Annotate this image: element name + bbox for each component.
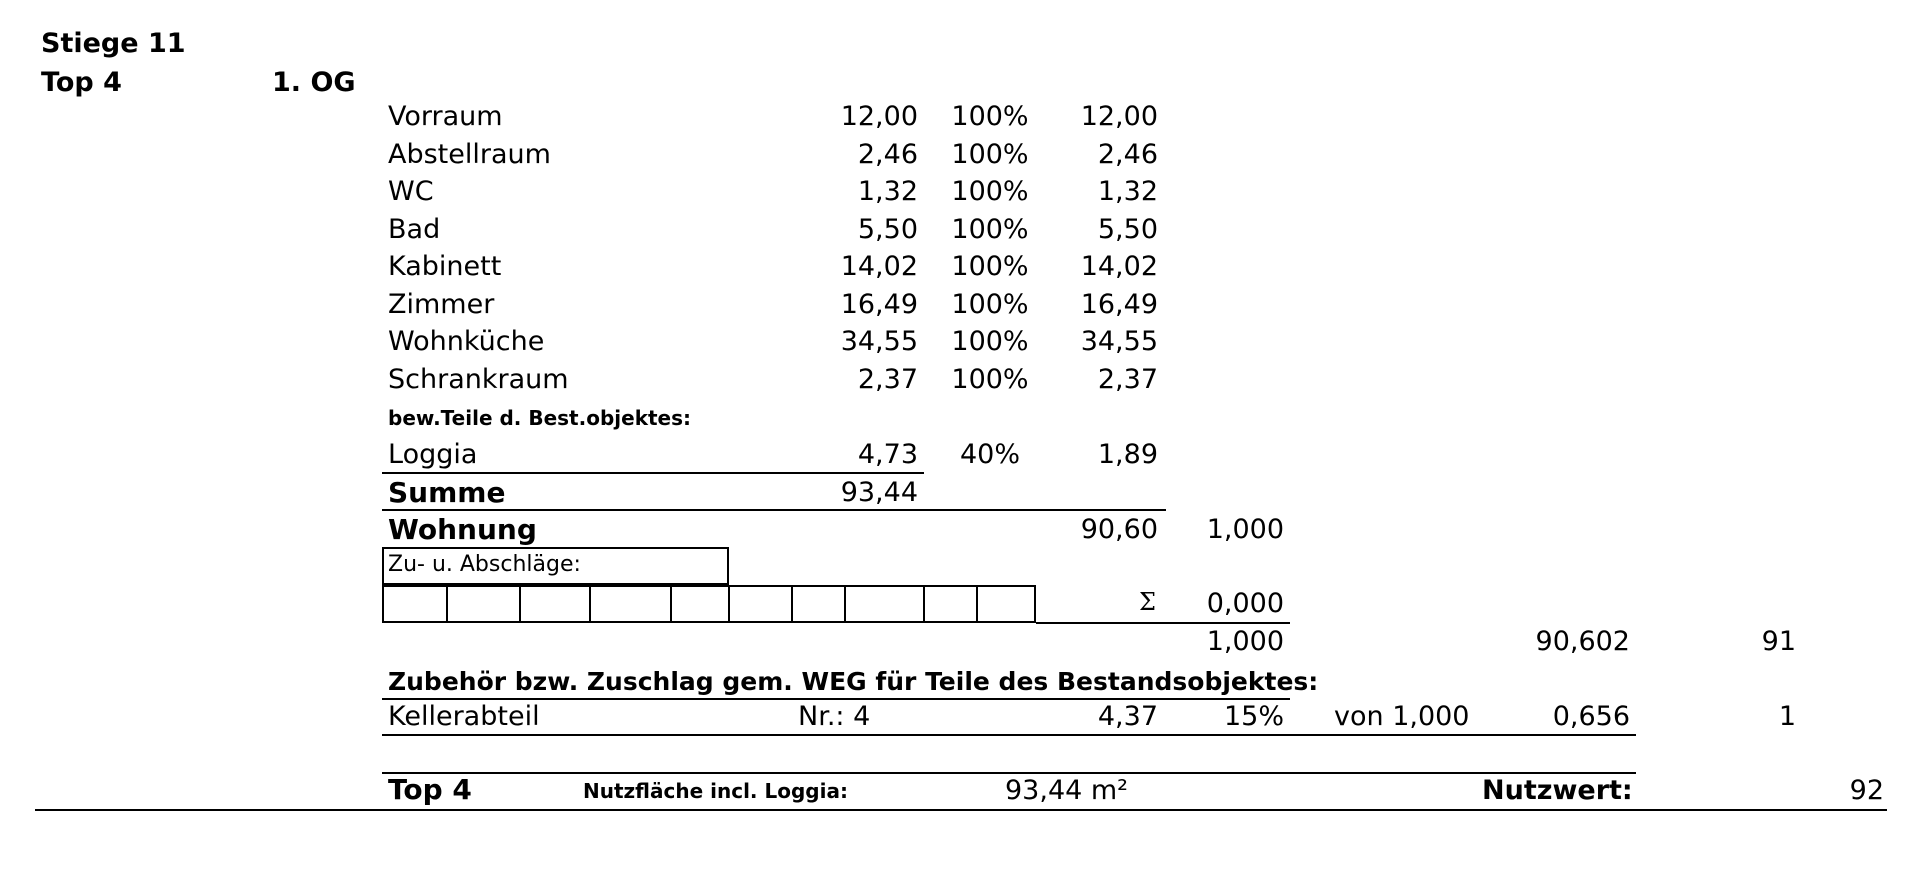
room-area: 2,46 <box>857 139 918 170</box>
nutzwert-label: Nutzwert: <box>1482 775 1633 806</box>
nutzflaeche-label: Nutzfläche incl. Loggia: <box>583 779 848 803</box>
bew-teile-heading: bew.Teile d. Best.objektes: <box>388 406 692 430</box>
room-area: 14,02 <box>840 251 918 282</box>
stiege-heading: Stiege 11 <box>41 28 186 59</box>
room-name: Schrankraum <box>388 364 569 395</box>
room-factor: 100% <box>951 176 1029 207</box>
room-area: 12,00 <box>840 101 918 132</box>
adjustments-cells <box>382 585 1036 623</box>
cell-divider <box>844 587 846 621</box>
keller-rounded: 1 <box>1778 701 1796 732</box>
keller-von: von 1,000 <box>1334 701 1470 732</box>
room-weighted: 5,50 <box>1097 214 1158 245</box>
wohnung-coef: 1,000 <box>1206 514 1284 545</box>
room-factor: 100% <box>951 289 1029 320</box>
room-name: Vorraum <box>388 101 503 132</box>
summe-value: 93,44 <box>840 477 918 508</box>
room-name: Kabinett <box>388 251 502 282</box>
keller-divider <box>382 734 1636 736</box>
keller-result: 0,656 <box>1552 701 1630 732</box>
summe-divider <box>382 472 924 474</box>
sigma-divider <box>1036 622 1290 624</box>
zubehoer-heading: Zubehör bzw. Zuschlag gem. WEG für Teile des Bestandsobjektes: <box>388 667 1319 696</box>
cell-divider <box>446 587 448 621</box>
room-name: Zimmer <box>388 289 495 320</box>
cell-divider <box>791 587 793 621</box>
footer-top-line <box>382 772 1636 774</box>
room-weighted: 14,02 <box>1080 251 1158 282</box>
room-area: 1,32 <box>857 176 918 207</box>
cell-divider <box>519 587 521 621</box>
room-weighted: 1,32 <box>1097 176 1158 207</box>
keller-nr: Nr.: 4 <box>798 701 871 732</box>
cell-divider <box>589 587 591 621</box>
loggia-name: Loggia <box>388 439 478 470</box>
room-weighted: 12,00 <box>1080 101 1158 132</box>
room-factor: 100% <box>951 364 1029 395</box>
room-area: 5,50 <box>857 214 918 245</box>
room-weighted: 2,37 <box>1097 364 1158 395</box>
loggia-weighted: 1,89 <box>1097 439 1158 470</box>
result-value: 90,602 <box>1535 626 1630 657</box>
nutzwert-value: 92 <box>1849 775 1884 806</box>
room-name: Abstellraum <box>388 139 551 170</box>
room-weighted: 2,46 <box>1097 139 1158 170</box>
page-bottom-line <box>35 809 1887 811</box>
room-weighted: 34,55 <box>1080 326 1158 357</box>
loggia-factor: 40% <box>959 439 1020 470</box>
room-name: Bad <box>388 214 441 245</box>
room-weighted: 16,49 <box>1080 289 1158 320</box>
nutzflaeche-value: 93,44 m² <box>1005 775 1129 806</box>
rounded-value: 91 <box>1761 626 1796 657</box>
wohnung-value: 90,60 <box>1080 514 1158 545</box>
cell-divider <box>976 587 978 621</box>
cell-divider <box>670 587 672 621</box>
sigma-value: 0,000 <box>1206 588 1284 619</box>
cell-divider <box>923 587 925 621</box>
room-name: Wohnküche <box>388 326 545 357</box>
room-area: 2,37 <box>857 364 918 395</box>
room-name: WC <box>388 176 434 207</box>
wohnung-divider <box>382 509 1166 511</box>
room-area: 34,55 <box>840 326 918 357</box>
loggia-area: 4,73 <box>857 439 918 470</box>
keller-factor: 15% <box>1223 701 1284 732</box>
room-factor: 100% <box>951 139 1029 170</box>
room-area: 16,49 <box>840 289 918 320</box>
zubehoer-divider <box>382 698 1290 700</box>
total-coef: 1,000 <box>1206 626 1284 657</box>
summe-label: Summe <box>388 476 506 509</box>
footer-top-label: Top 4 <box>388 773 472 806</box>
wohnung-label: Wohnung <box>388 513 537 546</box>
cell-divider <box>728 587 730 621</box>
room-factor: 100% <box>951 101 1029 132</box>
adjustments-label: Zu- u. Abschläge: <box>388 552 581 577</box>
room-factor: 100% <box>951 251 1029 282</box>
keller-name: Kellerabteil <box>388 701 540 732</box>
sigma-symbol: Σ <box>1139 588 1156 616</box>
top-heading: Top 4 <box>41 67 122 98</box>
keller-area: 4,37 <box>1097 701 1158 732</box>
room-factor: 100% <box>951 214 1029 245</box>
room-factor: 100% <box>951 326 1029 357</box>
floor-heading: 1. OG <box>272 67 356 98</box>
